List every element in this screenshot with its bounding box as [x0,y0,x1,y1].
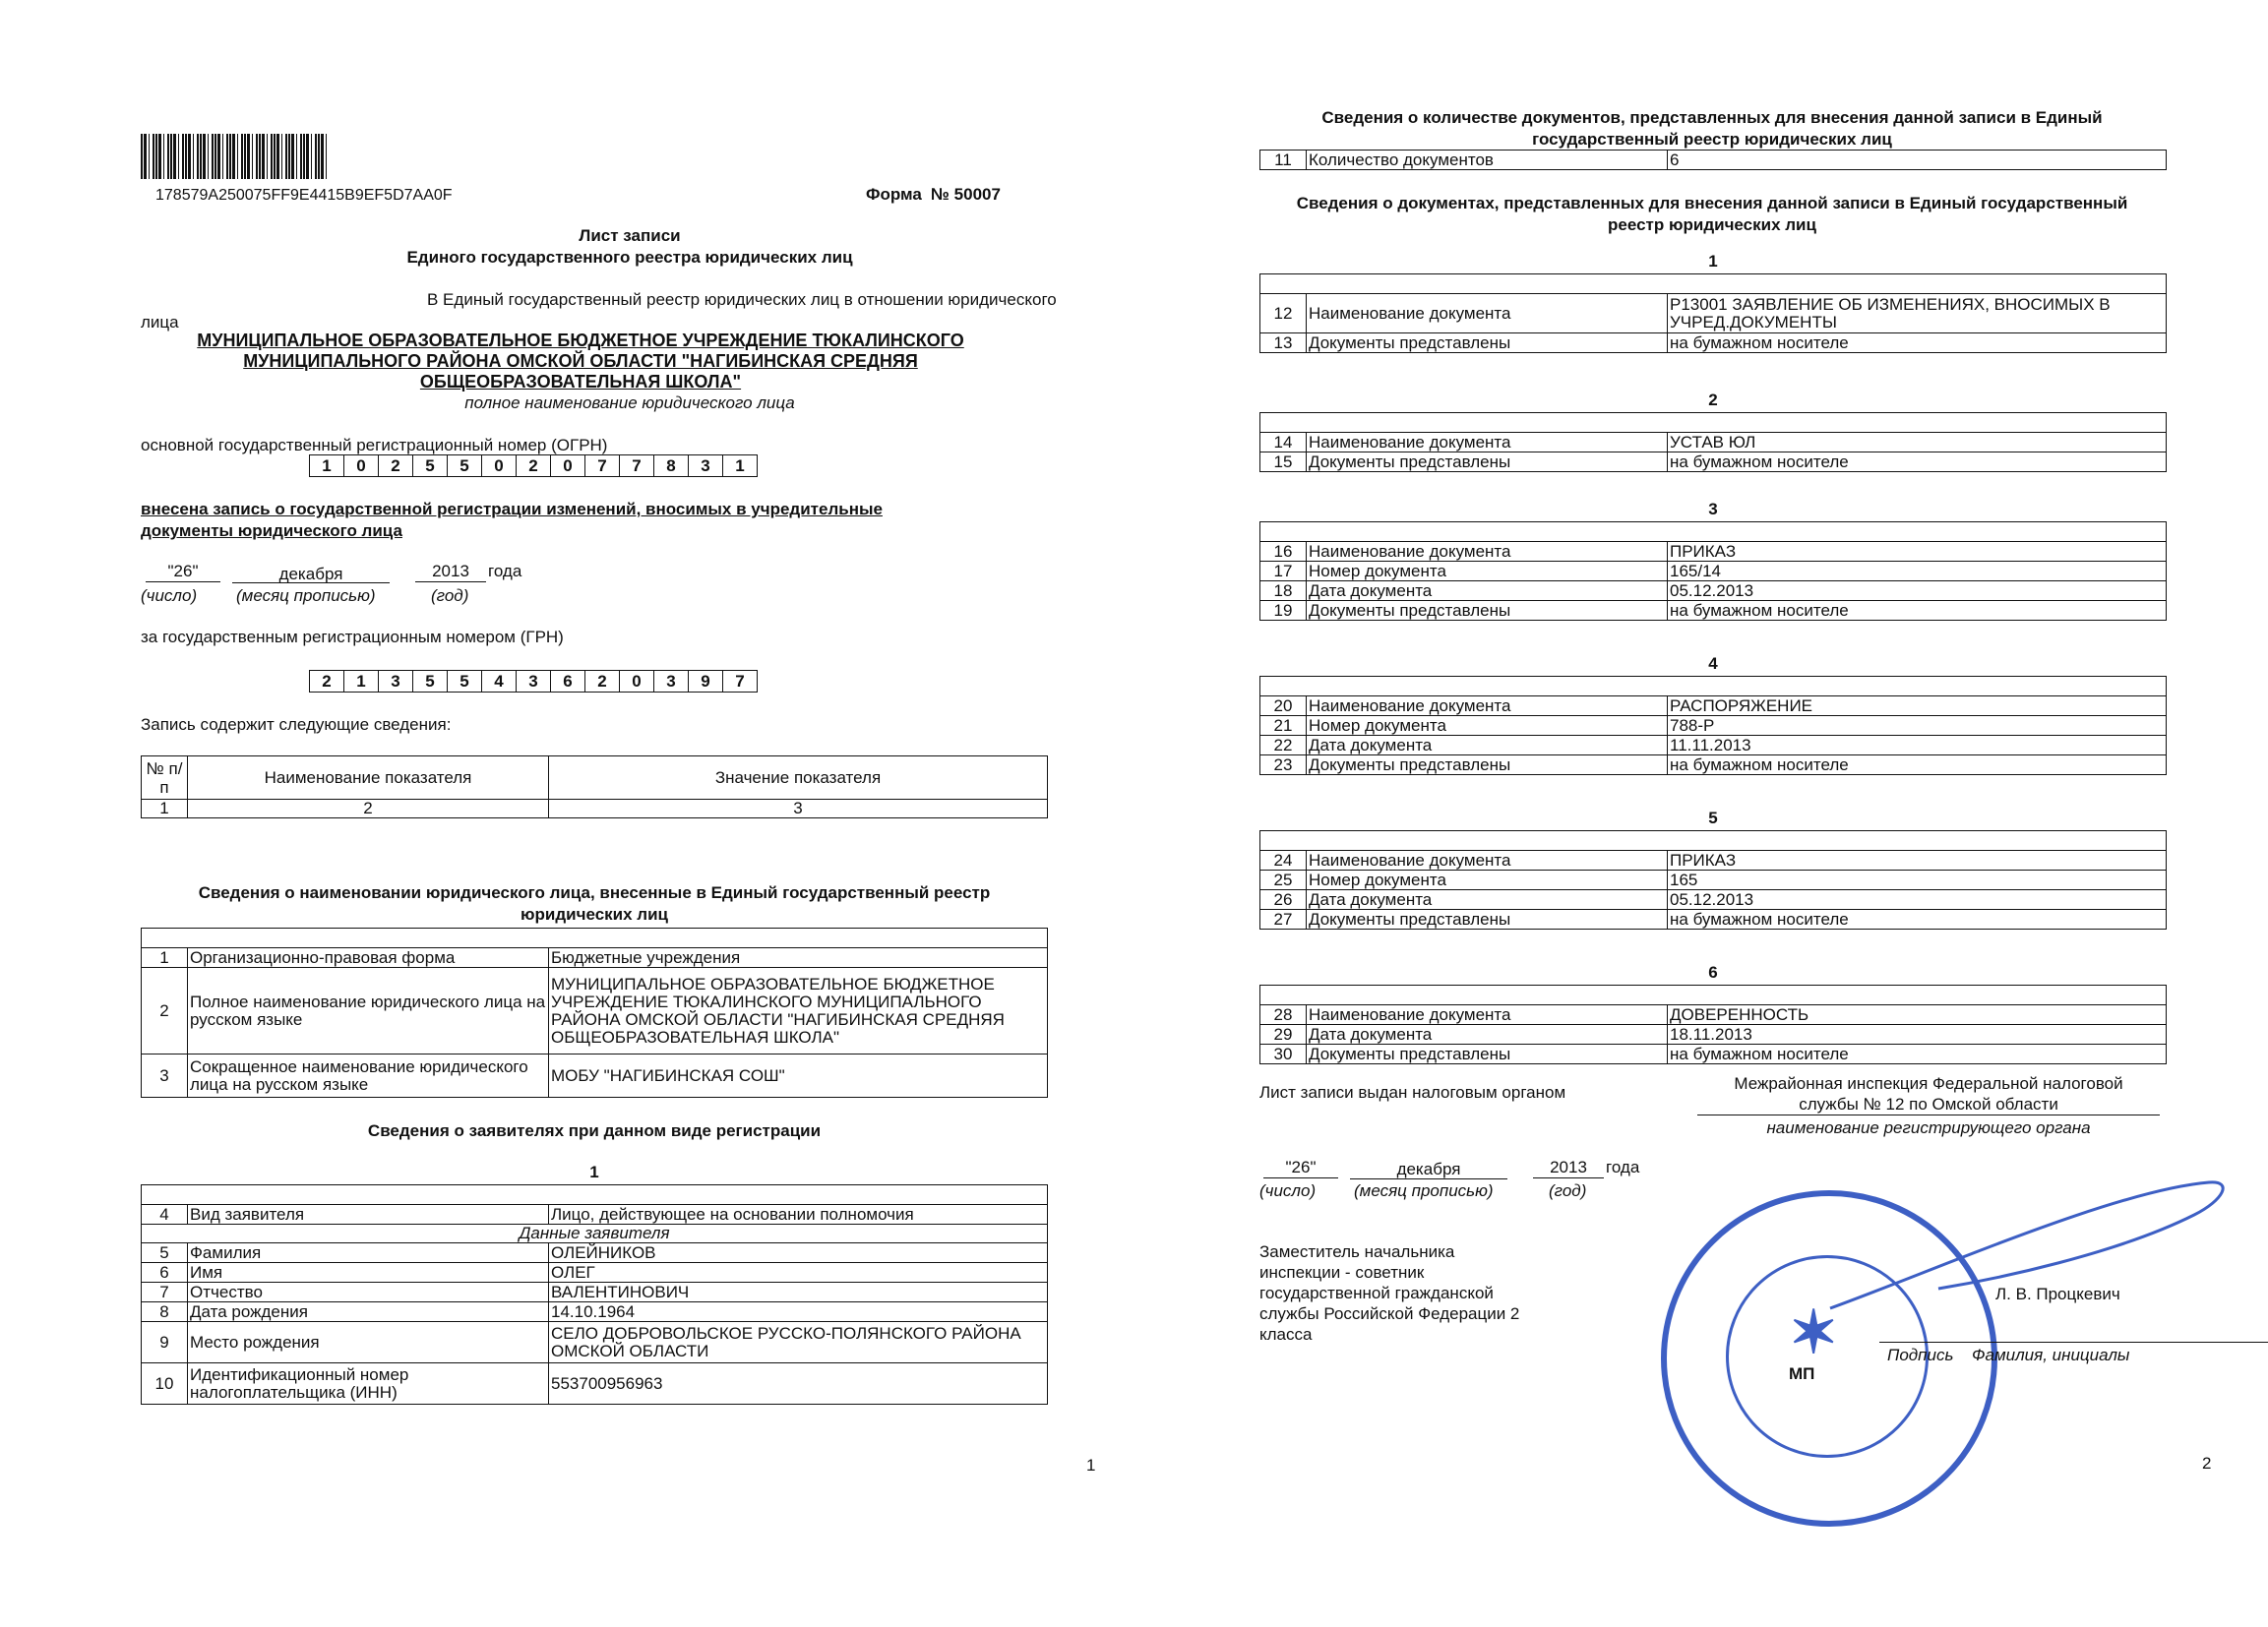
date-month: декабря [278,565,343,583]
digit-box: 3 [379,670,413,693]
table-row [142,1302,1048,1322]
row-name: Наименование документа [1307,294,1668,333]
table-row [1260,910,2167,930]
table-row [1260,581,2167,601]
document-group-table [1259,521,2167,621]
row-number: 15 [1260,452,1307,472]
table-row [142,1055,1048,1098]
row-value: 18.11.2013 [1668,1025,2167,1045]
row-number: 9 [142,1322,188,1363]
row-name: Наименование документа [1307,433,1668,452]
header-n1: 1 [142,800,188,818]
date2-day-line [1263,1177,1338,1178]
date2-year-line [1533,1177,1604,1178]
caption-month: (месяц прописью) [236,586,376,605]
digit-box: 9 [689,670,723,693]
row-value: 165 [1668,871,2167,890]
row-name: Документы представлены [1307,452,1668,472]
caption-day: (число) [141,586,198,605]
table-row [1260,562,2167,581]
row-number: 14 [1260,433,1307,452]
document-group-label: 2 [1708,391,1718,409]
date2-day: "26" [1285,1158,1317,1176]
row-number: 6 [142,1263,188,1283]
document-group-blank-row [1260,831,2167,851]
row-name: Идентификационный номер налогоплательщика (ИНН) [188,1363,549,1405]
row-value: ОЛЕГ [549,1263,1048,1283]
header-col-value: Значение показателя [549,756,1048,800]
row-number: 27 [1260,910,1307,930]
row-name: Номер документа [1307,871,1668,890]
applicant-table [141,1184,1048,1405]
digit-box: 7 [585,454,620,477]
row-number: 20 [1260,696,1307,716]
signer-title-line4: службы Российской Федерации 2 [1259,1304,1520,1323]
digit-box: 1 [723,454,758,477]
table-row [1260,1005,2167,1025]
row-number: 12 [1260,294,1307,333]
table-row [1260,433,2167,452]
row-number: 16 [1260,542,1307,562]
row-number: 19 [1260,601,1307,621]
document-group-label: 1 [1708,252,1718,271]
row-value: ДОВЕРЕННОСТЬ [1668,1005,2167,1025]
document-group-table [1259,676,2167,775]
date-year: 2013 [432,562,469,580]
digit-box: 8 [654,454,689,477]
row-value: 165/14 [1668,562,2167,581]
blank-cell [1260,522,2167,542]
document-group-table [1259,412,2167,472]
row-number: 8 [142,1302,188,1322]
row-value: ПРИКАЗ [1668,851,2167,871]
count-title-line1: Сведения о количестве документов, представленных для внесения данной записи в Единый [1321,108,2103,127]
entry-text-line2: документы юридического лица [141,521,402,540]
page-2 [1132,0,2268,1627]
row-number: 26 [1260,890,1307,910]
row-number: 22 [1260,736,1307,755]
document-group-label: 3 [1708,500,1718,518]
blank-cell [1260,831,2167,851]
table-row [1260,736,2167,755]
digit-box: 2 [309,670,344,693]
row-value: 05.12.2013 [1668,581,2167,601]
row-value: Бюджетные учреждения [549,948,1048,968]
row-number: 23 [1260,755,1307,775]
document-group-label: 4 [1708,654,1718,673]
row-name: Сокращенное наименование юридического лица на русском языке [188,1055,549,1098]
row-value: МОБУ "НАГИБИНСКАЯ СОШ" [549,1055,1048,1098]
signer-title-line3: государственной гражданской [1259,1284,1494,1302]
page-1 [0,0,1132,1627]
form-label: Форма [866,185,922,204]
document-group-blank-row [1260,522,2167,542]
date2-year: 2013 [1550,1158,1587,1176]
digit-box: 7 [723,670,758,693]
document-group-table [1259,830,2167,930]
row-name: Наименование документа [1307,851,1668,871]
ogrn-digits [309,454,758,477]
issuer-caption: наименование регистрирующего органа [1766,1118,2091,1137]
document-group-table [1259,273,2167,353]
row-name: Номер документа [1307,562,1668,581]
row-value: на бумажном носителе [1668,755,2167,775]
table-row [1260,871,2167,890]
row-value: Р13001 ЗАЯВЛЕНИЕ ОБ ИЗМЕНЕНИЯХ, ВНОСИМЫХ В УЧРЕД.ДОКУМЕНТЫ [1668,294,2167,333]
docs-title-line2: реестр юридических лиц [1608,215,1816,234]
name-section-title-line2: юридических лиц [521,905,668,924]
row-number: 7 [142,1283,188,1302]
row-name: Имя [188,1263,549,1283]
org-name-caption: полное наименование юридического лица [464,393,795,412]
document-group-blank-row [1260,986,2167,1005]
table-row [1260,601,2167,621]
count-row-name: Количество документов [1307,151,1668,170]
row-name: Документы представлены [1307,601,1668,621]
header-col-number: № п/п [142,756,188,800]
seal-emblem-icon: ✶ [1789,1299,1839,1365]
caption2-year: (год) [1549,1181,1587,1200]
date-year-line [415,581,486,582]
blank-cell [1260,274,2167,294]
table-row [1260,755,2167,775]
document-group-table [1259,985,2167,1064]
row-name: Наименование документа [1307,1005,1668,1025]
row-name: Номер документа [1307,716,1668,736]
table-row [1260,294,2167,333]
table-row [142,968,1048,1055]
row-number: 1 [142,948,188,968]
signature-caption-left: Подпись [1887,1346,1954,1364]
document-group-blank-row [1260,677,2167,696]
header-n2: 2 [188,800,549,818]
digit-box: 7 [620,454,654,477]
row-number: 18 [1260,581,1307,601]
intro-line2: лица [141,313,179,331]
row-number: 10 [142,1363,188,1405]
row-value: ПРИКАЗ [1668,542,2167,562]
count-row-number: 11 [1260,151,1307,170]
digit-box: 4 [482,670,517,693]
digit-box: 2 [517,454,551,477]
row-value: СЕЛО ДОБРОВОЛЬСКОЕ РУССКО-ПОЛЯНСКОГО РАЙОНА ОМСКОЙ ОБЛАСТИ [549,1322,1048,1363]
row-name: Организационно-правовая форма [188,948,549,968]
row-value: УСТАВ ЮЛ [1668,433,2167,452]
date-month-line [232,582,390,583]
date2-suffix: года [1606,1158,1640,1176]
docs-title-line1: Сведения о документах, представленных для внесения данной записи в Единый государственный [1296,194,2128,212]
row-value: 788-Р [1668,716,2167,736]
table-row [142,1283,1048,1302]
row-number: 3 [142,1055,188,1098]
row-name: Документы представлены [1307,333,1668,353]
row-number: 28 [1260,1005,1307,1025]
ogrn-label: основной государственный регистрационный номер (ОГРН) [141,436,608,454]
signature-caption-right: Фамилия, инициалы [1972,1346,2130,1364]
caption2-day: (число) [1259,1181,1317,1200]
document-group-blank-row [1260,413,2167,433]
count-row-value: 6 [1668,151,2167,170]
row-number: 2 [142,968,188,1055]
blank-cell [1260,677,2167,696]
date2-month: декабря [1396,1160,1461,1178]
digit-box: 3 [517,670,551,693]
row-value: ВАЛЕНТИНОВИЧ [549,1283,1048,1302]
name-section-title-line1: Сведения о наименовании юридического лица, внесенные в Единый государственный реестр [198,883,991,902]
intro-line1: В Единый государственный реестр юридических лиц в отношении юридического [427,290,1057,309]
digit-box: 0 [620,670,654,693]
digit-box: 0 [551,454,585,477]
applicant-group-label: 1 [589,1163,599,1181]
digit-box: 1 [344,670,379,693]
row-name: Наименование документа [1307,542,1668,562]
caption2-month: (месяц прописью) [1354,1181,1494,1200]
row-value: на бумажном носителе [1668,333,2167,353]
signer-title-line2: инспекции - советник [1259,1263,1425,1282]
row-value: ОЛЕЙНИКОВ [549,1243,1048,1263]
row-name: Дата документа [1307,890,1668,910]
mp-label: МП [1789,1364,1815,1383]
header-table [141,755,1048,818]
entry-text-line1: внесена запись о государственной регистрации изменений, вносимых в учредительные [141,500,883,518]
barcode-code: 178579A250075FF9E4415B9EF5D7AA0F [155,187,453,204]
row-value: МУНИЦИПАЛЬНОЕ ОБРАЗОВАТЕЛЬНОЕ БЮДЖЕТНОЕ УЧРЕЖДЕНИЕ ТЮКАЛИНСКОГО МУНИЦИПАЛЬНОГО РАЙОНА ОМСКОЙ ОБЛАСТИ "НАГИБИНСКАЯ СРЕДНЯЯ ОБЩЕОБРАЗОВАТЕЛЬНАЯ ШКОЛА" [549,968,1048,1055]
row-number: 30 [1260,1045,1307,1064]
page-number-2: 2 [2202,1454,2212,1473]
date-suffix: года [488,562,522,580]
date2-month-line [1350,1178,1507,1179]
table-row [142,1322,1048,1363]
applicant-subheader-row [142,1225,1048,1243]
name-table [141,928,1048,1098]
signer-title-line5: класса [1259,1325,1313,1344]
digit-box: 3 [689,454,723,477]
signer-title-line1: Заместитель начальника [1259,1242,1455,1261]
barcode-icon [141,134,328,179]
row-number: 21 [1260,716,1307,736]
table-row [1260,851,2167,871]
table-row [1260,716,2167,736]
row-name: Документы представлены [1307,1045,1668,1064]
digit-box: 3 [654,670,689,693]
table-row [142,1205,1048,1225]
signature-line [1879,1342,2268,1343]
row-name: Фамилия [188,1243,549,1263]
row-value: 14.10.1964 [549,1302,1048,1322]
document-group-blank-row [1260,274,2167,294]
count-title-line2: государственный реестр юридических лиц [1532,130,1892,149]
row-value: на бумажном носителе [1668,601,2167,621]
row-number: 17 [1260,562,1307,581]
digit-box: 5 [448,454,482,477]
digit-box: 2 [585,670,620,693]
issuer-line1: Межрайонная инспекция Федеральной налоговой [1734,1074,2123,1093]
count-table [1259,150,2167,170]
row-name: Отчество [188,1283,549,1302]
row-number: 29 [1260,1025,1307,1045]
page-number-1: 1 [1086,1456,1096,1475]
table-row [1260,1025,2167,1045]
digit-box: 5 [448,670,482,693]
row-number: 24 [1260,851,1307,871]
table-row [142,1263,1048,1283]
row-value: на бумажном носителе [1668,1045,2167,1064]
row-value: 553700956963 [549,1363,1048,1405]
row-number: 13 [1260,333,1307,353]
blank-cell [1260,413,2167,433]
table-row [1260,696,2167,716]
caption-year: (год) [431,586,469,605]
contains-label: Запись содержит следующие сведения: [141,715,452,734]
row-name: Дата рождения [188,1302,549,1322]
applicants-title: Сведения о заявителях при данном виде регистрации [367,1121,822,1140]
row-name: Документы представлены [1307,910,1668,930]
table-row [142,1363,1048,1405]
row-name: Дата документа [1307,736,1668,755]
blank-cell [1260,986,2167,1005]
header-n3: 3 [549,800,1048,818]
row-number: 25 [1260,871,1307,890]
row-name: Дата документа [1307,1025,1668,1045]
table-row [1260,1045,2167,1064]
row-value: на бумажном носителе [1668,452,2167,472]
document-group-label: 5 [1708,809,1718,827]
signer-name: Л. В. Процкевич [1995,1285,2120,1303]
row-value: РАСПОРЯЖЕНИЕ [1668,696,2167,716]
digit-box: 1 [309,454,344,477]
row-value: 05.12.2013 [1668,890,2167,910]
name-table-blank-row [142,929,1048,948]
grn-digits [309,670,758,693]
row-name: Наименование документа [1307,696,1668,716]
table-row [142,1243,1048,1263]
digit-box: 6 [551,670,585,693]
table-row [1260,333,2167,353]
org-name-line1: МУНИЦИПАЛЬНОЕ ОБРАЗОВАТЕЛЬНОЕ БЮДЖЕТНОЕ УЧРЕЖДЕНИЕ ТЮКАЛИНСКОГО [197,331,964,350]
row-name: Дата документа [1307,581,1668,601]
digit-box: 2 [379,454,413,477]
table-row [1260,890,2167,910]
applicant-table-blank-row [142,1185,1048,1205]
table-row [1260,542,2167,562]
grn-label: за государственным регистрационным номером (ГРН) [141,628,564,646]
row-value: 11.11.2013 [1668,736,2167,755]
issuer-line2: службы № 12 по Омской области [1799,1095,2058,1114]
digit-box: 0 [482,454,517,477]
row-value: на бумажном носителе [1668,910,2167,930]
row-name: Полное наименование юридического лица на русском языке [188,968,549,1055]
row-name: Вид заявителя [188,1205,549,1225]
org-name-line2: МУНИЦИПАЛЬНОГО РАЙОНА ОМСКОЙ ОБЛАСТИ "НАГИБИНСКАЯ СРЕДНЯЯ [243,351,918,371]
row-number: 4 [142,1205,188,1225]
document-group-label: 6 [1708,963,1718,982]
row-name: Документы представлены [1307,755,1668,775]
table-row [1260,452,2167,472]
issued-label: Лист записи выдан налоговым органом [1259,1083,1566,1102]
title-line2: Единого государственного реестра юридических лиц [406,248,853,267]
digit-box: 5 [413,454,448,477]
row-value: Лицо, действующее на основании полномочия [549,1205,1048,1225]
org-name-line3: ОБЩЕОБРАЗОВАТЕЛЬНАЯ ШКОЛА" [419,372,742,392]
row-number: 5 [142,1243,188,1263]
row-name: Место рождения [188,1322,549,1363]
form-number: № 50007 [931,185,1001,204]
header-col-name: Наименование показателя [188,756,549,800]
applicant-subheader: Данные заявителя [142,1225,1048,1243]
date-day: "26" [167,562,199,580]
date-day-line [146,581,220,582]
title-line1: Лист записи [579,226,681,245]
table-row [142,948,1048,968]
digit-box: 5 [413,670,448,693]
digit-box: 0 [344,454,379,477]
